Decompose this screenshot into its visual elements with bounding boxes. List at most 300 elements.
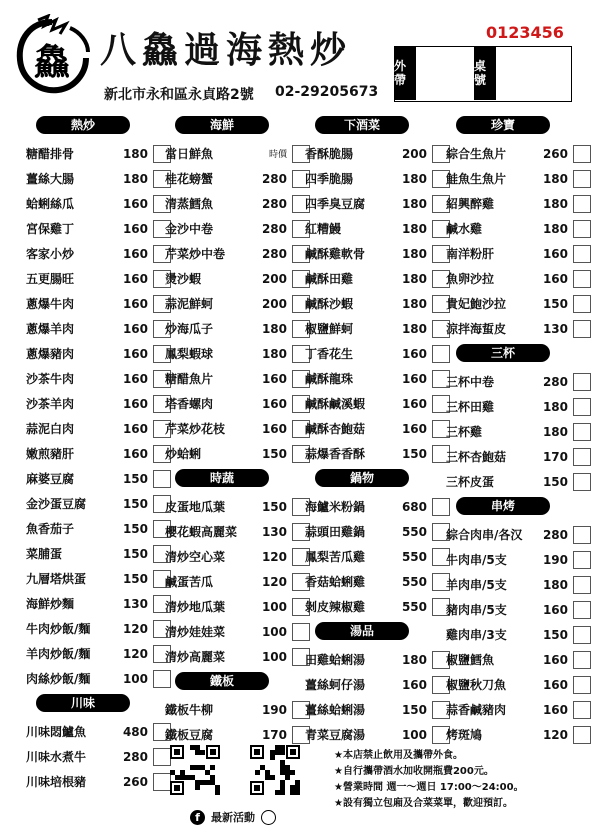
dish-name: 炒海瓜子 — [165, 322, 214, 336]
dish-price: 180 — [401, 221, 427, 236]
menu-item — [446, 241, 591, 266]
dish-price: 160 — [261, 396, 287, 411]
dish-name: 肉絲炒飯/麵 — [26, 672, 91, 686]
menu-item — [165, 619, 310, 644]
dish-price: 120 — [122, 646, 148, 661]
dish-name: 鮭魚生魚片 — [446, 172, 507, 186]
dish-name: 椒鹽秋刀魚 — [446, 678, 507, 692]
dish-price: 180 — [122, 171, 148, 186]
facebook-icon[interactable]: f — [190, 810, 205, 825]
menu-item — [446, 191, 591, 216]
menu-item — [165, 141, 310, 166]
dish-price: 160 — [122, 296, 148, 311]
dish-name: 清炒空心菜 — [165, 550, 226, 564]
dish-name: 鹹酥鹹溪蝦 — [305, 397, 366, 411]
menu-item — [305, 519, 450, 544]
menu-item — [165, 166, 310, 191]
dish-price: 160 — [122, 196, 148, 211]
dish-name: 鹹酥杏鮑菇 — [305, 422, 366, 436]
menu-item — [26, 641, 171, 666]
dish-name: 蔥爆牛肉 — [26, 297, 75, 311]
menu-item — [26, 466, 171, 491]
menu-item — [446, 291, 591, 316]
dish-name: 清炒娃娃菜 — [165, 625, 226, 639]
menu-item — [165, 494, 310, 519]
dish-name: 清炒地瓜葉 — [165, 600, 226, 614]
menu-item — [165, 594, 310, 619]
dish-name: 牛肉串/5支 — [446, 553, 507, 567]
menu-item — [305, 494, 450, 519]
menu-item — [165, 391, 310, 416]
dish-price: 180 — [261, 346, 287, 361]
menu-column — [165, 116, 310, 747]
dish-name: 蔥爆豬肉 — [26, 347, 75, 361]
dish-name: 蒜香鹹豬肉 — [446, 703, 507, 717]
menu-item — [446, 672, 591, 697]
dish-price: 160 — [122, 446, 148, 461]
qr-code-icon — [250, 745, 300, 795]
dish-price: 160 — [122, 371, 148, 386]
table-number-label[interactable]: 桌號 — [474, 46, 496, 100]
dish-price: 160 — [542, 652, 568, 667]
menu-item — [305, 266, 450, 291]
quantity-box[interactable] — [573, 320, 591, 338]
menu-item — [305, 241, 450, 266]
menu-item — [305, 697, 450, 722]
dish-name: 鹹水雞 — [446, 222, 483, 236]
menu-item — [446, 394, 591, 419]
dish-name: 鹹酥田雞 — [305, 272, 354, 286]
dish-price: 150 — [401, 446, 427, 461]
dish-name: 蒜頭田雞鍋 — [305, 525, 366, 539]
category-header: 下酒菜 — [315, 116, 409, 134]
dish-name: 紅糟鰻 — [305, 222, 342, 236]
menu-item — [305, 647, 450, 672]
menu-item — [165, 241, 310, 266]
quantity-box[interactable] — [573, 448, 591, 466]
dish-price: 550 — [401, 549, 427, 564]
dish-name: 烤斑鳩 — [446, 728, 483, 742]
dish-price: 170 — [542, 449, 568, 464]
dish-name: 雞肉串/3支 — [446, 628, 507, 642]
category-header: 鍋物 — [315, 469, 409, 487]
dish-price: 150 — [122, 521, 148, 536]
menu-item — [446, 647, 591, 672]
dish-price: 100 — [261, 599, 287, 614]
menu-column — [446, 116, 591, 747]
dish-name: 貴妃鮑沙拉 — [446, 297, 507, 311]
quantity-box[interactable] — [573, 551, 591, 569]
dish-price: 550 — [401, 599, 427, 614]
dish-name: 鳳梨蝦球 — [165, 347, 214, 361]
dish-name: 椒鹽鮮蚵 — [305, 322, 354, 336]
dish-name: 薑絲大腸 — [26, 172, 75, 186]
menu-item — [26, 166, 171, 191]
dish-name: 南洋粉肝 — [446, 247, 495, 261]
dish-price: 160 — [401, 371, 427, 386]
quantity-box[interactable] — [573, 601, 591, 619]
dish-name: 三杯杏鮑菇 — [446, 450, 507, 464]
dish-price: 100 — [122, 671, 148, 686]
dish-name: 蔥爆羊肉 — [26, 322, 75, 336]
menu-item — [446, 547, 591, 572]
quantity-box[interactable] — [573, 220, 591, 238]
dish-name: 客家小炒 — [26, 247, 75, 261]
menu-item — [26, 541, 171, 566]
dish-price: 680 — [401, 499, 427, 514]
menu-item — [446, 166, 591, 191]
dish-name: 海鱸米粉鍋 — [305, 500, 366, 514]
dish-price: 120 — [122, 621, 148, 636]
quantity-box[interactable] — [573, 295, 591, 313]
quantity-box[interactable] — [573, 676, 591, 694]
dish-name: 鹹酥龍珠 — [305, 372, 354, 386]
menu-item — [165, 316, 310, 341]
dish-name: 鐵板豆腐 — [165, 728, 214, 742]
menu-item — [165, 544, 310, 569]
dish-name: 海鮮炒麵 — [26, 597, 75, 611]
dish-price: 280 — [542, 527, 568, 542]
dish-name: 桂花螃蟹 — [165, 172, 214, 186]
dish-name: 芹菜炒花枝 — [165, 422, 226, 436]
dish-price: 200 — [261, 296, 287, 311]
dish-name: 川味悶鱸魚 — [26, 725, 87, 739]
menu-item — [165, 191, 310, 216]
dish-price: 120 — [542, 727, 568, 742]
dish-price: 280 — [261, 171, 287, 186]
dish-price: 180 — [542, 171, 568, 186]
menu-item — [26, 366, 171, 391]
dish-price: 180 — [401, 246, 427, 261]
quantity-box[interactable] — [573, 626, 591, 644]
menu-item — [26, 441, 171, 466]
dish-price: 150 — [542, 296, 568, 311]
quantity-box[interactable] — [573, 423, 591, 441]
dish-name: 四季脆腸 — [305, 172, 354, 186]
dish-price: 150 — [261, 446, 287, 461]
menu-item — [446, 522, 591, 547]
menu-item — [446, 597, 591, 622]
dish-price: 160 — [122, 271, 148, 286]
dish-name: 羊肉炒飯/麵 — [26, 647, 91, 661]
note-line: ★本店禁止飲用及攜帶外食。 — [334, 750, 463, 761]
category-header: 熱炒 — [36, 116, 130, 134]
category-header: 鐵板 — [175, 672, 269, 690]
dish-name: 皮蛋地瓜葉 — [165, 500, 226, 514]
dish-price: 180 — [542, 196, 568, 211]
dish-name: 魚卵沙拉 — [446, 272, 495, 286]
dish-name: 薑絲蚵仔湯 — [305, 678, 366, 692]
dish-price: 160 — [542, 702, 568, 717]
quantity-box[interactable] — [573, 576, 591, 594]
dish-name: 沙茶羊肉 — [26, 397, 75, 411]
dish-price: 180 — [542, 399, 568, 414]
quantity-box[interactable] — [573, 170, 591, 188]
menu-item — [305, 291, 450, 316]
latest-events-label: 最新活動 — [211, 811, 255, 824]
dish-price: 160 — [401, 421, 427, 436]
dish-name: 川味培根豬 — [26, 775, 87, 789]
menu-item — [26, 491, 171, 516]
menu-item — [26, 316, 171, 341]
dish-name: 青菜豆腐湯 — [305, 728, 366, 742]
dish-name: 綜合肉串/各汉 — [446, 528, 523, 542]
dish-price: 190 — [261, 702, 287, 717]
dish-price: 150 — [122, 471, 148, 486]
dish-name: 魚香茄子 — [26, 522, 75, 536]
dish-price: 200 — [261, 271, 287, 286]
menu-item — [305, 391, 450, 416]
dish-name: 當日鮮魚 — [165, 147, 214, 161]
quantity-box[interactable] — [153, 773, 171, 791]
dish-price: 200 — [401, 146, 427, 161]
dish-price: 480 — [122, 724, 148, 739]
phone-number: 02-29205673 — [275, 84, 379, 100]
menu-item — [446, 697, 591, 722]
menu-item — [26, 416, 171, 441]
menu-item — [26, 769, 171, 794]
quantity-box[interactable] — [153, 748, 171, 766]
menu-item — [165, 341, 310, 366]
menu-item — [446, 316, 591, 341]
store-notes — [334, 748, 524, 812]
quantity-box[interactable] — [573, 651, 591, 669]
menu-item — [446, 572, 591, 597]
dish-price: 160 — [122, 346, 148, 361]
dish-price: 280 — [542, 374, 568, 389]
quantity-box[interactable] — [573, 245, 591, 263]
dish-name: 剝皮辣椒雞 — [305, 600, 366, 614]
note-line: ★設有獨立包廂及合菜菜單，歡迎預訂。 — [334, 798, 513, 809]
dish-price: 170 — [261, 727, 287, 742]
menu-item — [26, 591, 171, 616]
dish-name: 四季臭豆腐 — [305, 197, 366, 211]
quantity-box[interactable] — [573, 270, 591, 288]
quantity-box[interactable] — [573, 701, 591, 719]
menu-item — [305, 341, 450, 366]
dish-price: 130 — [261, 524, 287, 539]
menu-item — [305, 441, 450, 466]
menu-item — [446, 622, 591, 647]
dish-name: 綜合生魚片 — [446, 147, 507, 161]
menu-item — [165, 216, 310, 241]
dish-name: 嫩煎豬肝 — [26, 447, 75, 461]
menu-item — [446, 444, 591, 469]
menu-item — [26, 566, 171, 591]
dish-price: 160 — [542, 602, 568, 617]
menu-item — [446, 369, 591, 394]
dish-price: 150 — [261, 499, 287, 514]
dish-name: 牛肉炒飯/麵 — [26, 622, 91, 636]
dish-name: 燙沙蝦 — [165, 272, 202, 286]
quantity-box[interactable] — [573, 373, 591, 391]
menu-column — [305, 116, 450, 747]
menu-item — [165, 441, 310, 466]
quantity-box[interactable] — [573, 473, 591, 491]
dish-name: 鹹酥雞軟骨 — [305, 247, 366, 261]
menu-item — [26, 666, 171, 691]
category-header: 湯品 — [315, 622, 409, 640]
menu-item — [165, 291, 310, 316]
dish-name: 蒜泥白肉 — [26, 422, 75, 436]
quantity-box[interactable] — [573, 398, 591, 416]
dish-price: 150 — [542, 474, 568, 489]
dish-price: 160 — [122, 321, 148, 336]
dish-name: 鳳梨苦瓜雞 — [305, 550, 366, 564]
category-header: 時蔬 — [175, 469, 269, 487]
menu-item — [446, 722, 591, 747]
takeout-label[interactable]: 外帶 — [394, 46, 416, 100]
menu-item — [26, 141, 171, 166]
dish-name: 糖醋排骨 — [26, 147, 75, 161]
menu-item — [26, 191, 171, 216]
dish-name: 菜脯蛋 — [26, 547, 63, 561]
dish-name: 芹菜炒中卷 — [165, 247, 226, 261]
dish-name: 香菇蛤蜊雞 — [305, 575, 366, 589]
dish-price: 150 — [122, 571, 148, 586]
menu-item — [26, 391, 171, 416]
dish-price: 180 — [401, 652, 427, 667]
menu-item — [26, 516, 171, 541]
menu-column — [26, 116, 171, 794]
dish-price: 180 — [401, 321, 427, 336]
dish-name: 紹興醉雞 — [446, 197, 495, 211]
dish-price: 120 — [261, 549, 287, 564]
dish-price: 280 — [261, 196, 287, 211]
dish-name: 涼拌海蜇皮 — [446, 322, 507, 336]
dish-name: 三杯雞 — [446, 425, 483, 439]
menu-item — [165, 722, 310, 747]
dish-price: 100 — [401, 727, 427, 742]
dish-price: 160 — [122, 221, 148, 236]
qr-code-icon — [170, 745, 220, 795]
menu-item — [305, 722, 450, 747]
dish-price: 180 — [401, 171, 427, 186]
dish-name: 丁香花生 — [305, 347, 354, 361]
dish-name: 鐵板牛柳 — [165, 703, 214, 717]
dish-name: 櫻花蝦高麗菜 — [165, 525, 238, 539]
dish-price: 550 — [401, 574, 427, 589]
order-number: 0123456 — [486, 23, 564, 42]
dish-name: 清炒高麗菜 — [165, 650, 226, 664]
menu-item — [446, 141, 591, 166]
dish-price: 180 — [542, 577, 568, 592]
dish-price: 180 — [122, 146, 148, 161]
dish-name: 川味水煮牛 — [26, 750, 87, 764]
dish-price: 150 — [401, 702, 427, 717]
menu-item — [26, 744, 171, 769]
dish-name: 鹹蛋苦瓜 — [165, 575, 214, 589]
quantity-box[interactable] — [573, 145, 591, 163]
dish-price: 280 — [261, 246, 287, 261]
menu-item — [26, 241, 171, 266]
dish-price: 160 — [401, 396, 427, 411]
instagram-icon[interactable] — [261, 810, 276, 825]
dish-price: 180 — [401, 271, 427, 286]
menu-item — [165, 266, 310, 291]
dish-name: 蛤蜊絲瓜 — [26, 197, 75, 211]
dish-name: 鹹酥沙蝦 — [305, 297, 354, 311]
menu-item — [446, 266, 591, 291]
dish-name: 沙茶牛肉 — [26, 372, 75, 386]
category-header: 川味 — [36, 694, 130, 712]
dish-price: 130 — [542, 321, 568, 336]
dish-price: 160 — [261, 421, 287, 436]
menu-item — [305, 316, 450, 341]
dish-name: 薑絲蛤蜊湯 — [305, 703, 366, 717]
dish-price: 160 — [542, 271, 568, 286]
dish-price: 160 — [542, 677, 568, 692]
menu-item — [305, 569, 450, 594]
dish-price: 260 — [542, 146, 568, 161]
menu-item — [305, 416, 450, 441]
menu-item — [26, 216, 171, 241]
menu-item — [446, 419, 591, 444]
dish-price: 150 — [122, 496, 148, 511]
menu-item — [165, 366, 310, 391]
menu-item — [165, 569, 310, 594]
dish-name: 麻婆豆腐 — [26, 472, 75, 486]
menu-item — [305, 366, 450, 391]
menu-item — [165, 644, 310, 669]
quantity-box[interactable] — [573, 726, 591, 744]
dish-price: 120 — [261, 574, 287, 589]
dish-name: 蒜爆香香酥 — [305, 447, 366, 461]
dish-price: 180 — [261, 321, 287, 336]
dish-name: 清蒸鱈魚 — [165, 197, 214, 211]
menu-item — [305, 544, 450, 569]
dish-name: 宮保雞丁 — [26, 222, 75, 236]
dish-price: 150 — [542, 627, 568, 642]
menu-item — [165, 416, 310, 441]
dish-price: 160 — [122, 396, 148, 411]
dish-name: 香酥脆腸 — [305, 147, 354, 161]
dish-price: 160 — [542, 246, 568, 261]
dish-name: 炒蛤蜊 — [165, 447, 202, 461]
dish-name: 金沙蛋豆腐 — [26, 497, 87, 511]
address: 新北市永和區永貞路2號 — [104, 87, 254, 103]
menu-item — [26, 616, 171, 641]
dish-name: 田雞蛤蜊湯 — [305, 653, 366, 667]
dish-name: 豬肉串/5支 — [446, 603, 507, 617]
dish-price: 550 — [401, 524, 427, 539]
menu-item — [26, 266, 171, 291]
category-header: 珍寶 — [456, 116, 550, 134]
quantity-box[interactable] — [573, 195, 591, 213]
dish-price: 180 — [542, 221, 568, 236]
dish-price: 180 — [542, 424, 568, 439]
dish-price: 100 — [261, 649, 287, 664]
menu-item — [305, 191, 450, 216]
menu-item — [26, 719, 171, 744]
dish-price: 150 — [122, 546, 148, 561]
category-header: 三杯 — [456, 344, 550, 362]
quantity-box[interactable] — [573, 526, 591, 544]
dish-price: 280 — [122, 749, 148, 764]
restaurant-name: 八鱻過海熱炒 — [100, 29, 353, 71]
dish-price: 100 — [261, 624, 287, 639]
menu-item — [26, 341, 171, 366]
dish-name: 三杯田雞 — [446, 400, 495, 414]
category-header: 海鮮 — [175, 116, 269, 134]
menu-item — [305, 166, 450, 191]
dish-price: 280 — [261, 221, 287, 236]
dish-price: 180 — [401, 196, 427, 211]
social-links — [190, 809, 276, 825]
dish-price: 160 — [122, 421, 148, 436]
category-header: 串烤 — [456, 497, 550, 515]
dish-name: 椒鹽鱈魚 — [446, 653, 495, 667]
